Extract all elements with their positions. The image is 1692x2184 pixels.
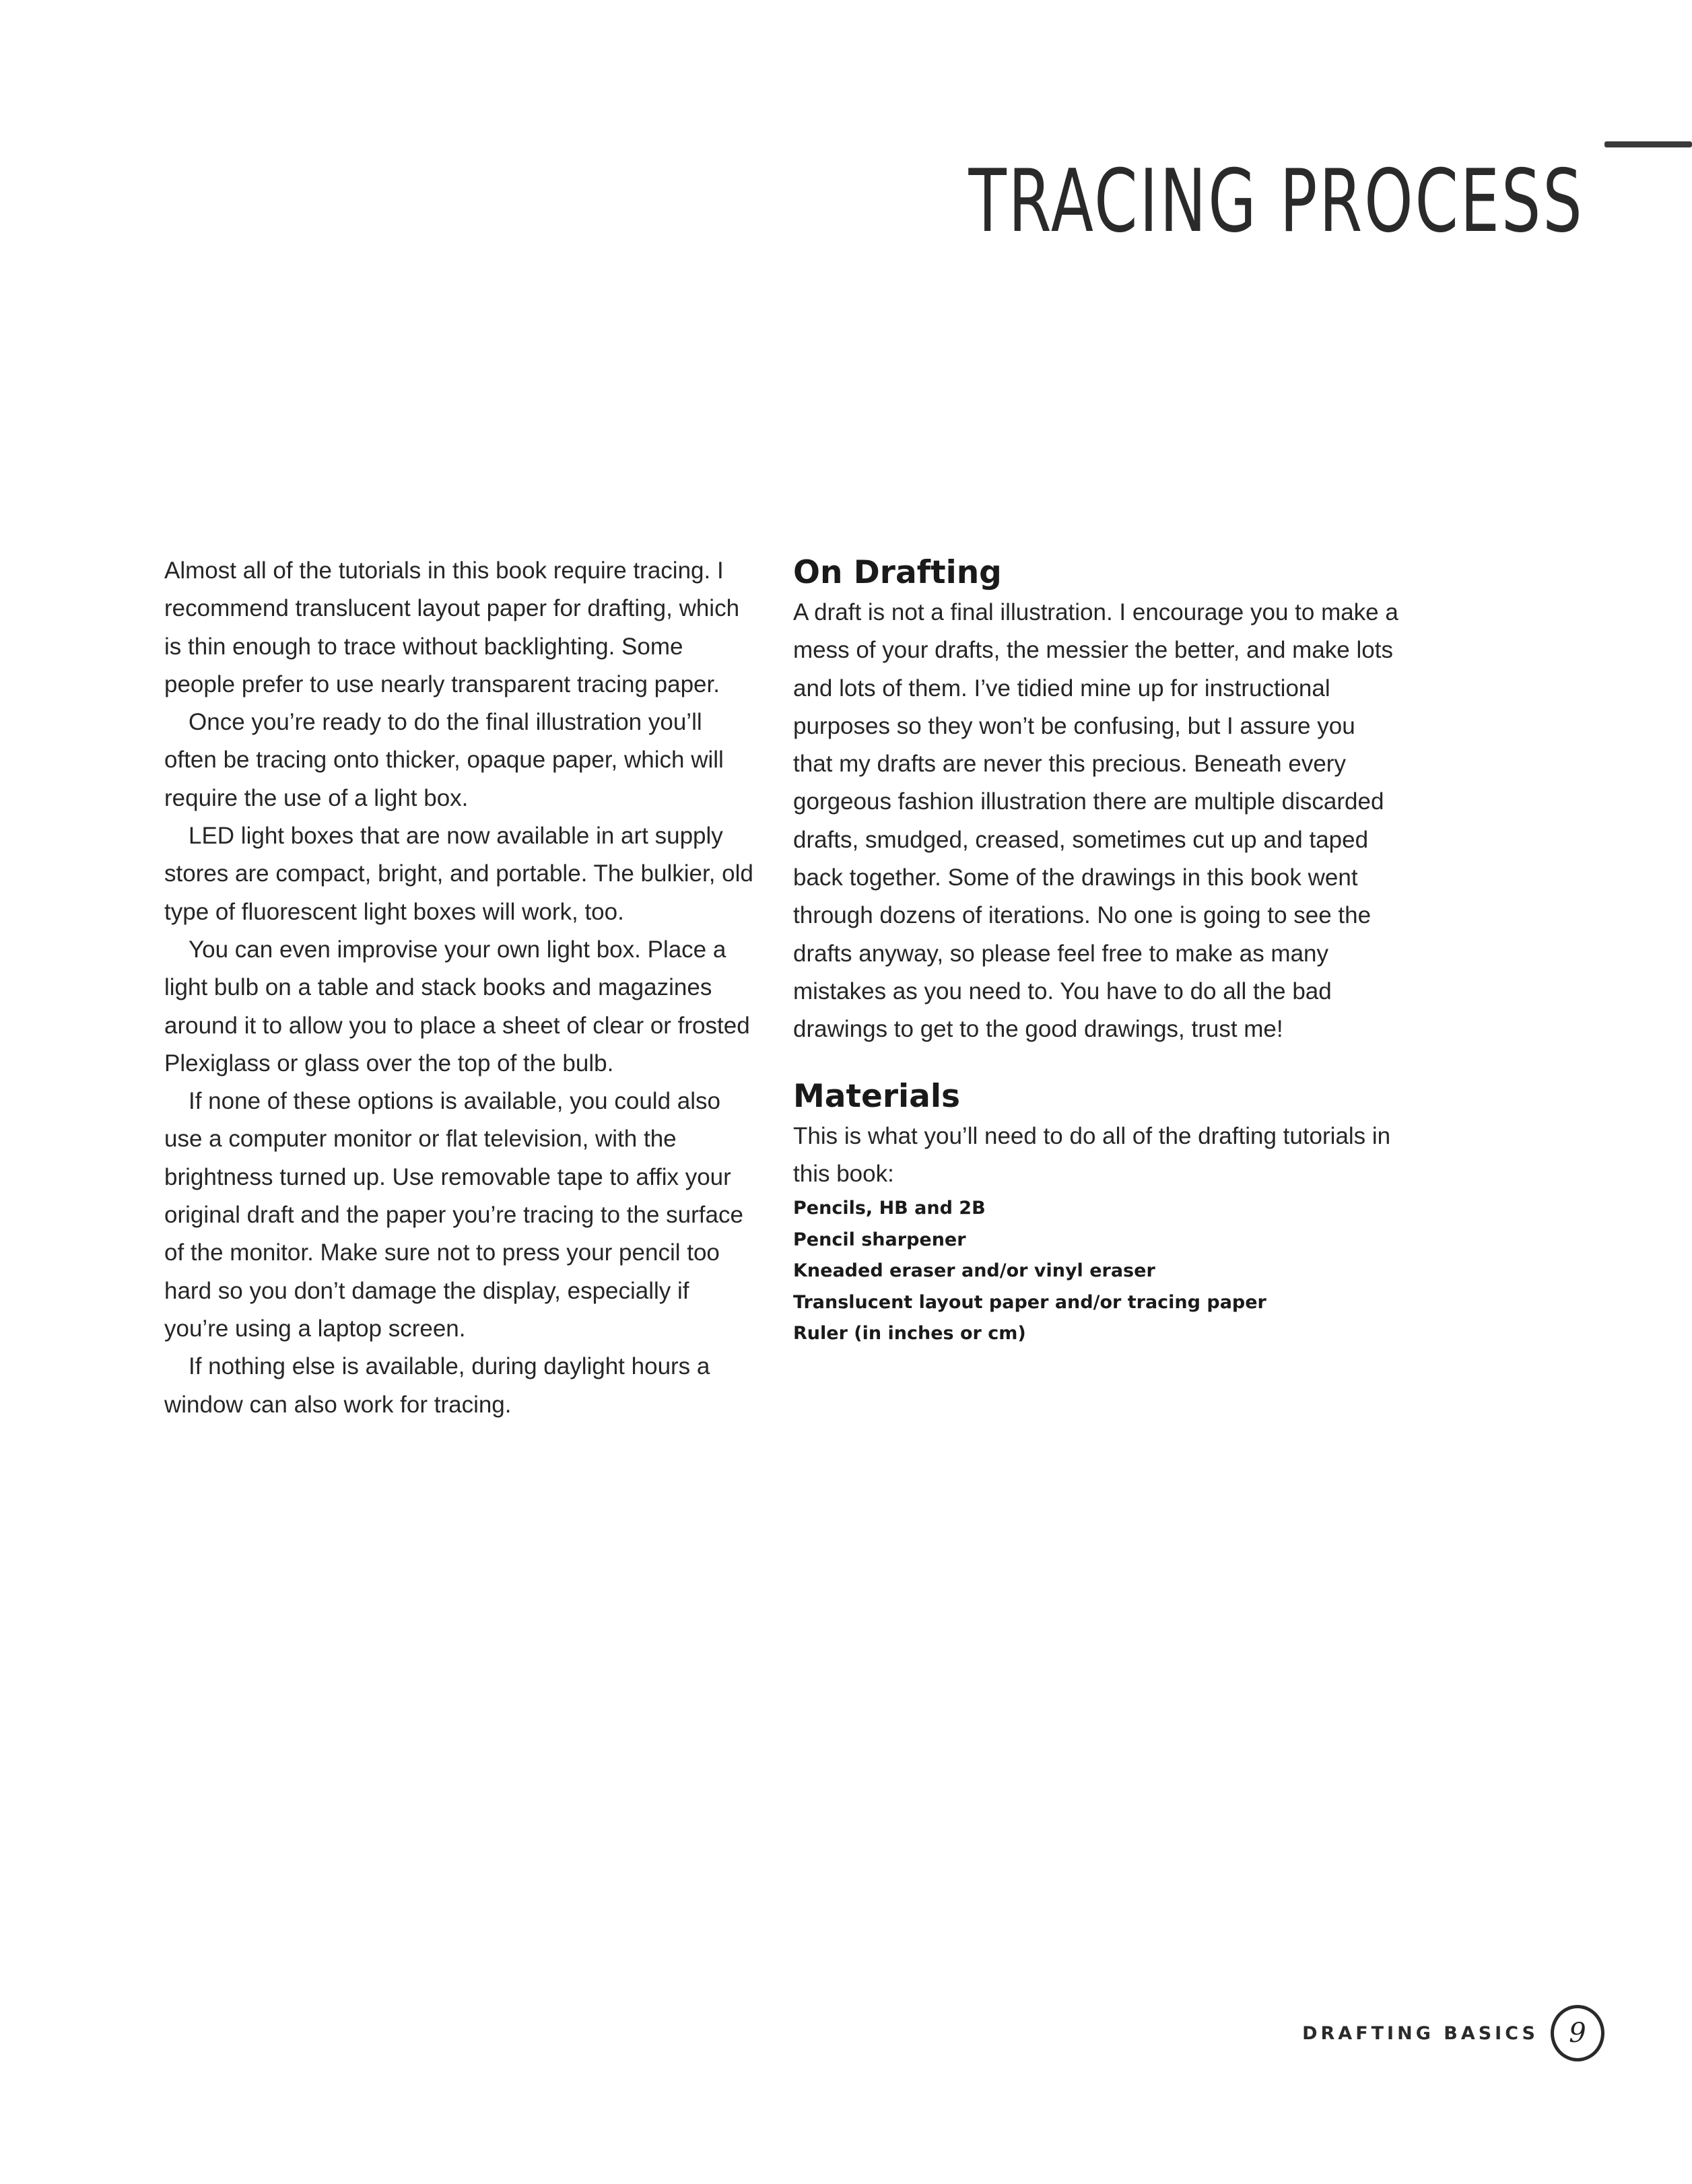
body-paragraph: You can even improvise your own light box. Place a light bulb on a table and stack books and magazines around it to allow you to place a sheet of clear or frosted Plexiglass or glass over the top of the bulb. xyxy=(164,936,750,1077)
title-rule xyxy=(1604,141,1692,147)
materials-item: Kneaded eraser and/or vinyl eraser xyxy=(793,1260,1155,1282)
page-footer xyxy=(1302,2005,1604,2061)
materials-item: Pencils, HB and 2B xyxy=(793,1198,986,1219)
page-number: 9 xyxy=(1551,2005,1604,2061)
materials-heading: Materials xyxy=(793,1077,960,1115)
on-drafting-body: A draft is not a final illustration. I encourage you to make a mess of your drafts, the messier the better, and make lots and lots of them. I’ve tidied mine up for instructional purposes so they won’t be confusing, but I assure you that my drafts are never this precious. Beneath every gorgeous fashion illustration there are multiple discarded drafts, smudged, creased, sometimes cut up and taped back together. Some of the drawings in this book went through dozens of iterations. No one is going to see the drafts anyway, so please feel free to make as many mistakes as you need to. You have to do all the bad drawings to get to the good drawings, trust me! xyxy=(793,599,1398,1043)
body-paragraph: Once you’re ready to do the final illustration you’ll often be tracing onto thicker, opaque paper, which will require the use of a light box. xyxy=(164,709,724,811)
left-column xyxy=(164,552,757,1424)
body-paragraph: LED light boxes that are now available in art supply stores are compact, bright, and portable. The bulkier, old type of fluorescent light boxes will work, too. xyxy=(164,823,753,925)
body-paragraph: Almost all of the tutorials in this book require tracing. I recommend translucent layout paper for drafting, which is thin enough to trace without backlighting. Some people prefer to use nearly transparent tracing paper. xyxy=(164,557,740,697)
right-column xyxy=(793,552,1399,1350)
body-paragraph: If none of these options is available, you could also use a computer monitor or flat television, with the brightness turned up. Use removable tape to affix your original draft and the paper you’re tracing to the surface of the monitor. Make sure not to press your pencil too hard so you don’t damage the display, especially if you’re using a laptop screen. xyxy=(164,1088,743,1342)
section-spacer xyxy=(793,1049,1399,1076)
page-title: TRACING PROCESS xyxy=(968,151,1584,252)
materials-list xyxy=(793,1193,1399,1350)
materials-item: Pencil sharpener xyxy=(793,1229,966,1250)
body-paragraph: If nothing else is available, during daylight hours a window can also work for tracing. xyxy=(164,1353,710,1418)
section-label: DRAFTING BASICS xyxy=(1302,2022,1538,2044)
materials-intro: This is what you’ll need to do all of the drafting tutorials in this book: xyxy=(793,1122,1391,1187)
materials-item: Translucent layout paper and/or tracing paper xyxy=(793,1291,1266,1313)
materials-item: Ruler (in inches or cm) xyxy=(793,1323,1026,1344)
on-drafting-heading: On Drafting xyxy=(793,554,1002,591)
